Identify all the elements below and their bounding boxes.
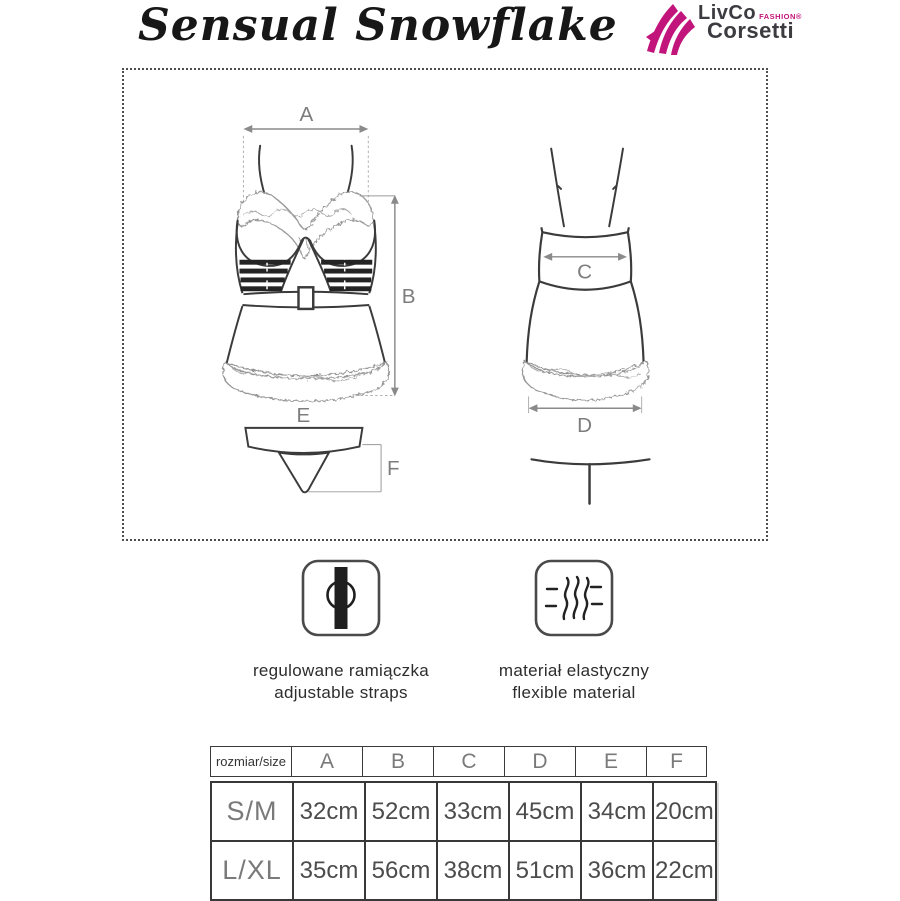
measurement-cell: 51cm xyxy=(509,841,581,900)
brand-swoosh-icon xyxy=(644,3,696,57)
front-straps xyxy=(259,146,353,196)
thong-waistband xyxy=(245,428,362,453)
thong-back-drawing xyxy=(532,459,650,503)
label-E: E xyxy=(296,403,311,427)
measurement-cell: 38cm xyxy=(437,841,509,900)
table-row-lxl xyxy=(211,841,716,900)
feature-caption-pl: regulowane ramiączka xyxy=(252,661,430,680)
label-F: F xyxy=(386,457,400,481)
brand-name: LivCo xyxy=(698,2,757,24)
measurement-diagram-box xyxy=(122,68,768,541)
feature-caption-en: flexible material xyxy=(512,683,636,703)
measurement-cell: 36cm xyxy=(581,841,653,900)
back-straps xyxy=(551,149,623,227)
column-header-E: E xyxy=(576,747,647,777)
elastic-material-icon xyxy=(534,558,614,638)
brand-logo xyxy=(644,2,802,57)
label-A: A xyxy=(299,103,314,127)
skirt-seams xyxy=(227,306,385,363)
measurement-cell: 35cm xyxy=(293,841,365,900)
brand-fashion-tag: FASHION® xyxy=(759,11,802,21)
column-header-D: D xyxy=(505,747,576,777)
feature-adjustable-straps xyxy=(219,558,463,704)
measurement-cell: 52cm xyxy=(365,782,437,841)
brand-subname: Corsetti xyxy=(707,18,795,43)
size-label: S/M xyxy=(211,782,293,841)
measurement-cell: 34cm xyxy=(581,782,653,841)
back-view-drawing xyxy=(523,149,650,504)
column-header-F: F xyxy=(647,747,707,777)
front-view-drawing xyxy=(223,103,416,492)
size-table xyxy=(210,746,717,901)
label-B: B xyxy=(401,285,416,309)
label-D: D xyxy=(577,413,593,437)
size-label: L/XL xyxy=(211,841,293,900)
measurement-cell: 56cm xyxy=(365,841,437,900)
feature-flexible-material xyxy=(452,558,696,704)
fur-collar xyxy=(238,192,374,258)
measurement-cell: 33cm xyxy=(437,782,509,841)
feature-caption-en: adjustable straps xyxy=(274,683,408,703)
thong-front-drawing xyxy=(245,404,399,492)
measurement-cell: 32cm xyxy=(293,782,365,841)
adjustable-strap-icon xyxy=(301,558,381,638)
dimension-B xyxy=(356,195,399,397)
table-corner-cell: rozmiar/size xyxy=(211,747,292,777)
page-title: Sensual Snowflake xyxy=(138,0,618,51)
label-C: C xyxy=(577,260,593,284)
column-header-B: B xyxy=(363,747,434,777)
column-header-A: A xyxy=(292,747,363,777)
back-body-seams xyxy=(527,281,644,363)
feature-caption-pl: materiał elastyczny xyxy=(498,661,650,680)
table-row-sm xyxy=(211,782,716,841)
column-header-C: C xyxy=(434,747,505,777)
front-fur-hem xyxy=(223,362,389,401)
thong-triangle xyxy=(279,452,329,492)
measurement-cell: 45cm xyxy=(509,782,581,841)
size-table-body xyxy=(210,781,717,901)
measurement-cell: 20cm xyxy=(653,782,716,841)
size-table-header xyxy=(210,746,707,777)
belt-buckle xyxy=(298,287,313,309)
garment-measurement-drawing xyxy=(124,70,766,539)
back-fur-hem xyxy=(523,361,649,400)
measurement-cell: 22cm xyxy=(653,841,716,900)
